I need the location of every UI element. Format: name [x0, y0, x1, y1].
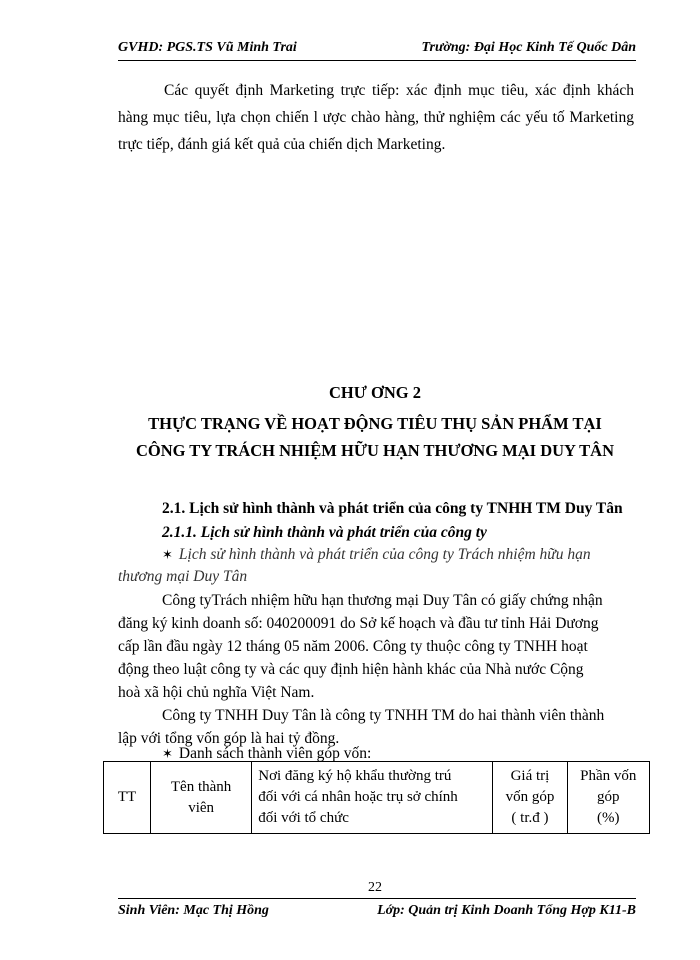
header-cell-value — [493, 762, 567, 834]
page-footer — [118, 898, 636, 921]
paragraph-line: Công ty TNHH Duy Tân là công ty TNHH TM do hai thành viên thành — [162, 707, 605, 724]
bullet-italic-line-2: thương mại Duy Tân — [118, 568, 248, 585]
header-text: (%) — [597, 810, 620, 826]
header-text: vốn góp — [505, 789, 555, 805]
header-cell-tt: TT — [104, 762, 151, 834]
header-supervisor: GVHD: PGS.TS Vũ Minh Trai — [118, 40, 297, 55]
paragraph-line: Công tyTrách nhiệm hữu hạn thương mại Duy Tân có giấy chứng nhận — [162, 592, 603, 609]
header-text: góp — [597, 789, 620, 805]
header-cell-name — [150, 762, 251, 834]
header-university: Trường: Đại Học Kinh Tế Quốc Dân — [421, 40, 636, 55]
star-bullet-icon: ✶ — [162, 746, 173, 761]
header-cell-address — [252, 762, 493, 834]
paragraph-line: cấp lần đầu ngày 12 tháng 05 năm 2006. Công ty thuộc công ty TNHH hoạt — [118, 638, 588, 655]
header-text: viên — [188, 799, 215, 816]
page-header — [118, 38, 636, 61]
header-text: Tên thành — [170, 778, 232, 795]
page-number: 22 — [368, 880, 382, 895]
footer-student: Sinh Viên: Mạc Thị Hồng — [118, 903, 269, 918]
header-text: đối với cá nhân hoặc trụ sở chính — [258, 789, 458, 805]
header-text: ( tr.đ ) — [511, 810, 549, 826]
chapter-title-line-2: CÔNG TY TRÁCH NHIỆM HỮU HẠN THƯƠNG MẠI DUY TÂN — [135, 441, 615, 460]
section-heading: 2.1. Lịch sử hình thành và phát triển của công ty TNHH TM Duy Tân — [162, 500, 623, 517]
table-header-row — [104, 762, 650, 834]
header-text: Giá trị — [510, 768, 550, 784]
paragraph-line: động theo luật công ty và các quy định hiện hành khác của Nhà nước Cộng — [118, 661, 584, 678]
intro-paragraph: Các quyết định Marketing trực tiếp: xác định mục tiêu, xác định khách hàng mục tiêu, lựa chọn chiến l ược chào hàng, thử nghiệm các yếu tố Marketing trực tiếp, đánh giá kết quả của chiến dịch Marketing. — [118, 82, 634, 153]
star-bullet-icon: ✶ — [162, 547, 173, 562]
footer-class: Lớp: Quản trị Kinh Doanh Tổng Hợp K11-B — [377, 903, 636, 918]
header-text: Nơi đăng ký hộ khẩu thường trú — [258, 768, 452, 784]
paragraph-line: lập với tổng vốn góp là hai tỷ đồng. — [118, 730, 340, 747]
header-cell-share — [567, 762, 650, 834]
header-text: đối với tổ chức — [258, 810, 349, 826]
chapter-title-line-1: THỰC TRẠNG VỀ HOẠT ĐỘNG TIÊU THỤ SẢN PHẨM TẠI — [148, 414, 602, 433]
subsection-heading: 2.1.1. Lịch sử hình thành và phát triển của công ty — [162, 524, 487, 541]
member-table — [103, 761, 650, 834]
list-label-text: Danh sách thành viên góp vốn: — [178, 745, 372, 762]
paragraph-line: hoà xã hội chủ nghĩa Việt Nam. — [118, 684, 315, 701]
header-text: Phần vốn — [580, 768, 637, 784]
chapter-number: CHƯ ƠNG 2 — [329, 383, 421, 402]
paragraph-line: đăng ký kinh doanh số: 040200091 do Sở kế hoạch và đầu tư tỉnh Hải Dương — [118, 615, 599, 632]
italic-text-1: Lịch sử hình thành và phát triển của công ty Trách nhiệm hữu hạn — [178, 546, 591, 563]
bullet-italic-line-1 — [162, 546, 591, 564]
